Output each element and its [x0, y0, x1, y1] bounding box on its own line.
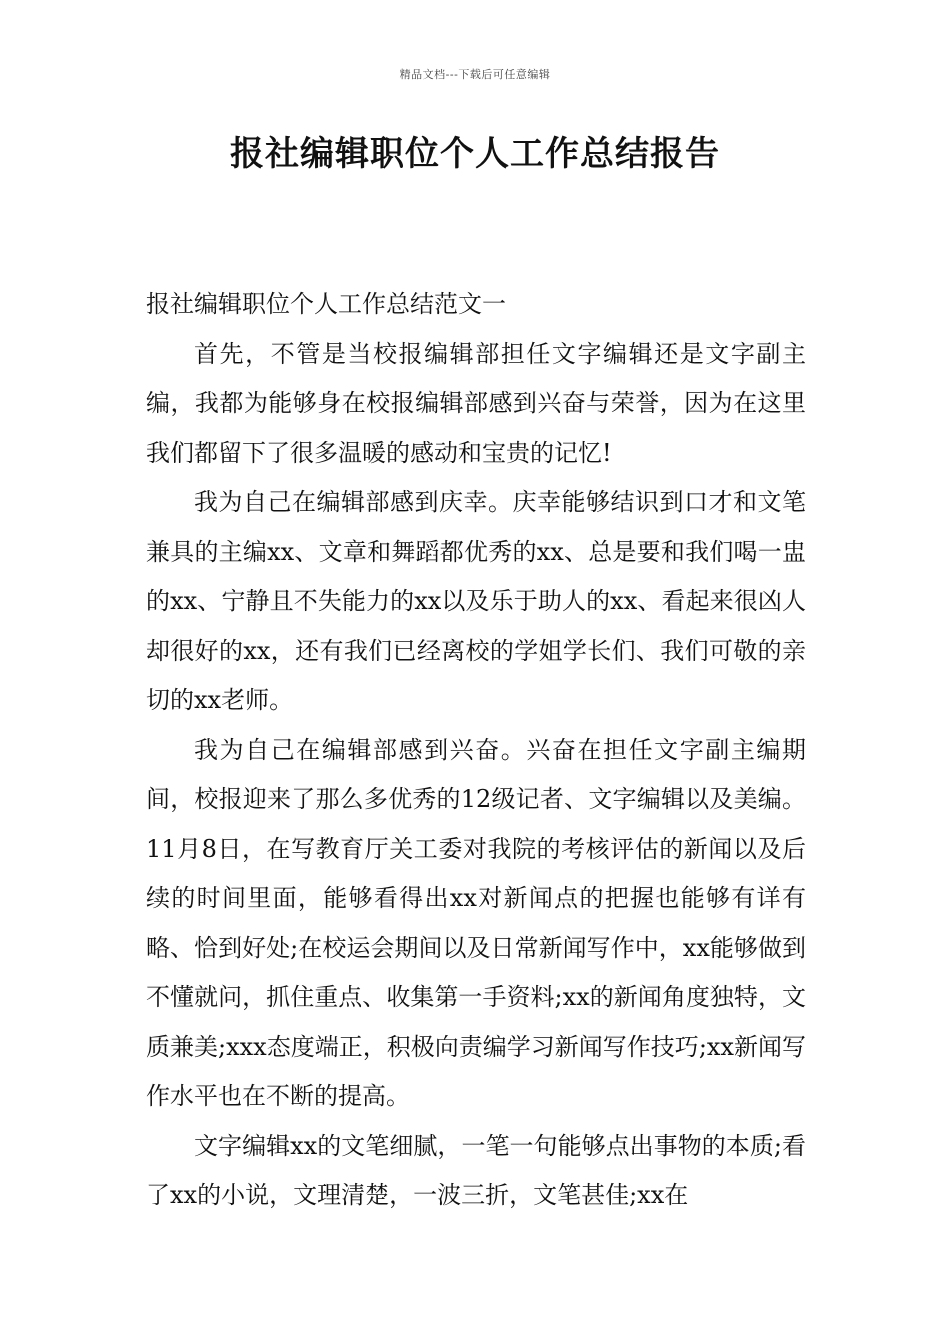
header-note: 精品文档---下载后可任意编辑 — [399, 68, 551, 81]
body-paragraph: 文字编辑xx的文笔细腻，一笔一句能够点出事物的本质;看了xx的小说，文理清楚，一波三折，文笔甚佳;xx在 — [146, 1131, 806, 1209]
body-paragraph: 首先，不管是当校报编辑部担任文字编辑还是文字副主编，我都为能够身在校报编辑部感到兴奋与荣誉，因为在这里我们都留下了很多温暖的感动和宝贵的记忆! — [146, 339, 806, 467]
document-body — [146, 280, 806, 1221]
section-heading: 报社编辑职位个人工作总结范文一 — [146, 290, 506, 318]
body-paragraph: 我为自己在编辑部感到兴奋。兴奋在担任文字副主编期间，校报迎来了那么多优秀的12级记者、文字编辑以及美编。11月8日，在写教育厅关工委对我院的考核评估的新闻以及后续的时间里面，能够看得出xx对新闻点的把握也能够有详有略、恰到好处;在校运会期间以及日常新闻写作中，xx能够做到不懂就问，抓住重点、收集第一手资料;xx的新闻角度独特，文质兼美;xxx态度端正，积极向责编学习新闻写作技巧;xx新闻写作水平也在不断的提高。 — [146, 735, 806, 1110]
document-title: 报社编辑职位个人工作总结报告 — [230, 134, 720, 174]
body-paragraph: 我为自己在编辑部感到庆幸。庆幸能够结识到口才和文笔兼具的主编xx、文章和舞蹈都优秀的xx、总是要和我们喝一盅的xx、宁静且不失能力的xx以及乐于助人的xx、看起来很凶人却很好的xx，还有我们已经离校的学姐学长们、我们可敬的亲切的xx老师。 — [146, 488, 806, 714]
